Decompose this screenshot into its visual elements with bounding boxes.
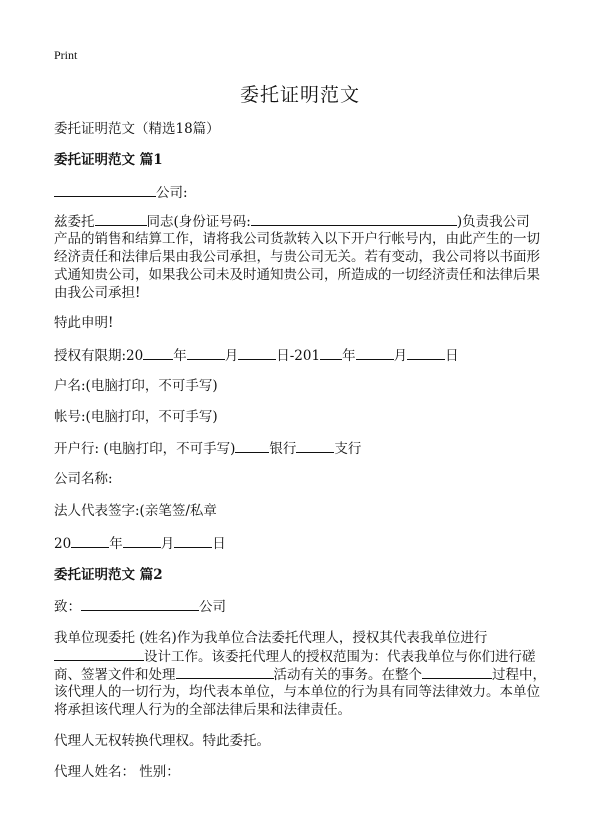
text: 年 — [173, 348, 187, 364]
text: 日 — [445, 348, 459, 364]
blank-underline — [422, 665, 492, 679]
text: 支行 — [334, 441, 362, 457]
text: 兹委托 — [54, 214, 95, 230]
date-line — [54, 534, 554, 553]
para-2-line-4: 该代理人的一切行为，均代表本单位，与本单位的行为具有同等法律效力。本单位 — [54, 684, 540, 700]
page-title: 委托证明范文 — [239, 84, 360, 106]
para-1-line-5: 由我公司承担! — [54, 285, 141, 301]
to-line — [54, 597, 554, 616]
text: 过程中， — [492, 667, 546, 683]
text: 银行 — [269, 441, 297, 457]
text: 20 — [54, 536, 72, 552]
bank-line — [54, 439, 554, 458]
text: 设计工作。该委托代理人的授权范围为：代表我单位与你们进行磋 — [144, 649, 536, 665]
blank-underline — [81, 597, 199, 611]
blank-underline — [54, 647, 144, 661]
blank-underline — [95, 212, 147, 226]
para-2-line-1: 我单位现委托 (姓名)作为我单位合法委托代理人，授权其代表我单位进行 — [54, 630, 488, 646]
blank-underline — [251, 212, 457, 226]
para-1-line-4: 式通知贵公司，如果我公司未及时通知贵公司，所造成的一切经济责任和法律后果 — [54, 267, 540, 283]
text: 月 — [224, 348, 239, 364]
text: 月 — [160, 536, 175, 552]
text: 授权有限期:20 — [54, 348, 144, 364]
text: 月 — [393, 348, 408, 364]
text: 日 — [276, 348, 290, 364]
no-transfer-statement: 代理人无权转换代理权。特此委托。 — [54, 733, 270, 749]
account-number: 帐号:(电脑打印，不可手写) — [54, 409, 218, 425]
text: 开户行: (电脑打印，不可手写) — [54, 441, 236, 457]
text: 年 — [109, 536, 123, 552]
text: 同志(身份证号码: — [146, 214, 251, 230]
blank-underline — [356, 346, 394, 360]
subtitle: 委托证明范文（精选18篇） — [54, 121, 220, 137]
blank-underline — [176, 665, 274, 679]
para-1-line-3: 经济责任和法律后果由我公司承担，与贵公司无关。若有变动，我公司将以书面形 — [54, 249, 540, 265]
text: 日 — [212, 536, 226, 552]
text: 年 — [342, 348, 356, 364]
blank-underline — [71, 534, 109, 548]
company-name: 公司名称: — [54, 471, 113, 487]
blank-underline — [54, 183, 156, 197]
para-2-line-2 — [54, 647, 554, 666]
agent-name-line: 代理人姓名： 性别： — [54, 764, 180, 780]
blank-underline — [407, 346, 445, 360]
account-name: 户名:(电脑打印，不可手写) — [54, 378, 218, 394]
text: 致： — [54, 599, 81, 615]
blank-underline — [320, 346, 342, 360]
blank-underline — [235, 439, 269, 453]
blank-underline — [238, 346, 276, 360]
text: 公司 — [199, 599, 226, 615]
legal-representative: 法人代表签字:(亲笔签/私章 — [54, 503, 217, 519]
para-2-line-3 — [54, 665, 554, 684]
company-line — [54, 183, 554, 202]
validity-line — [54, 346, 554, 365]
para-2-line-5: 将承担该代理人行为的全部法律后果和法律责任。 — [54, 702, 351, 718]
section-2-heading: 委托证明范文 篇2 — [54, 567, 163, 583]
blank-underline — [296, 439, 334, 453]
section-1-heading: 委托证明范文 篇1 — [54, 152, 163, 168]
para-1-line-1 — [54, 212, 554, 231]
blank-underline — [143, 346, 173, 360]
para-1-line-2: 产品的销售和结算工作，请将我公司货款转入以下开户行帐号内，由此产生的一切 — [54, 231, 540, 247]
text: 活动有关的事务。在整个 — [273, 667, 422, 683]
text: )负责我公司 — [456, 214, 530, 230]
blank-underline — [123, 534, 161, 548]
print-label: Print — [54, 48, 78, 62]
blank-underline — [187, 346, 225, 360]
blank-underline — [174, 534, 212, 548]
text: 商、签署文件和处理 — [54, 667, 176, 683]
company-suffix: 公司: — [156, 185, 188, 201]
text: -201 — [289, 348, 321, 364]
special-statement: 特此申明! — [54, 315, 114, 331]
